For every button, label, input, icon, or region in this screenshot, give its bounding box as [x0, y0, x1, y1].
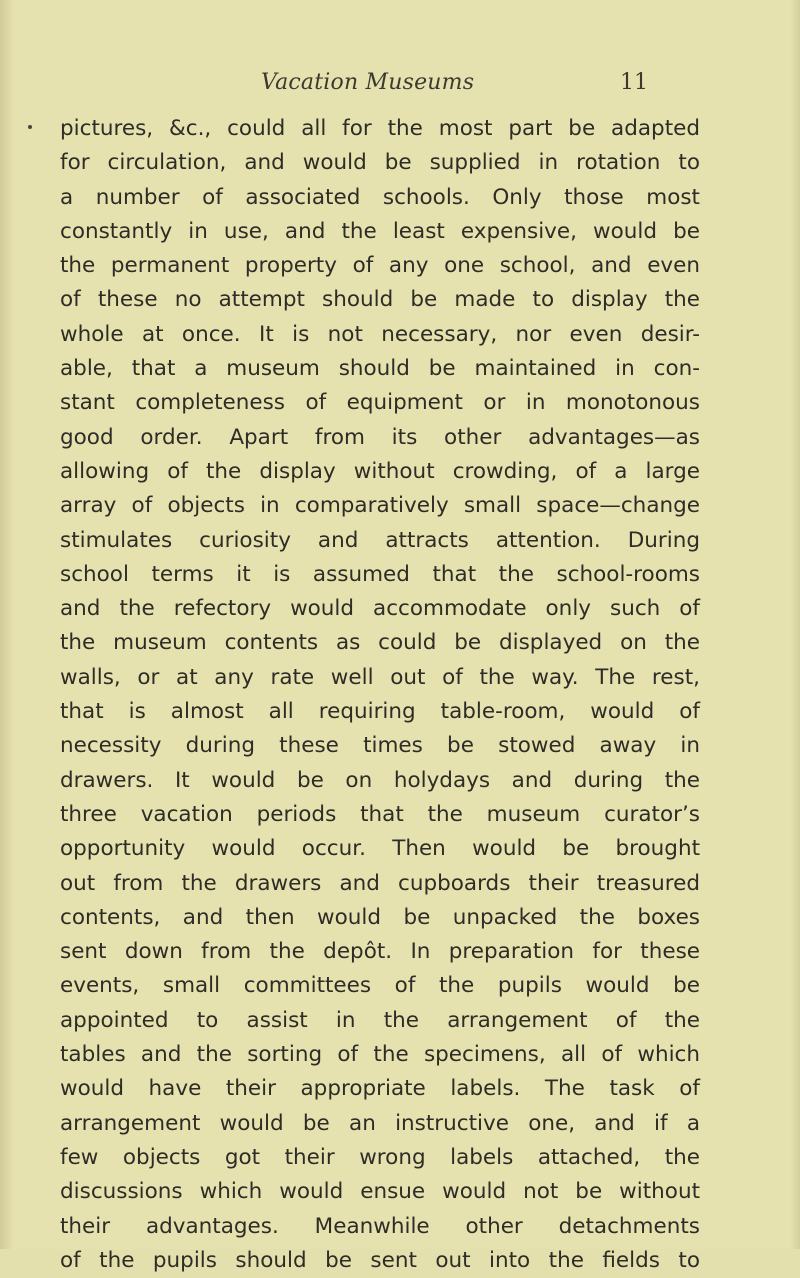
text-line: of the pupils should be sent out into the fields to	[60, 1247, 700, 1273]
text-line: whole at once. It is not necessary, nor even desir-	[60, 321, 700, 347]
text-line: able, that a museum should be maintained in con-	[60, 356, 700, 382]
text-line: tables and the sorting of the specimens, all of which	[60, 1042, 700, 1068]
text-line: good order. Apart from its other advantages—as	[60, 424, 700, 450]
text-line: three vacation periods that the museum curator’s	[60, 801, 700, 827]
text-line: necessity during these times be stowed away in	[60, 733, 700, 759]
text-line: few objects got their wrong labels attached, the	[60, 1144, 700, 1170]
text-line: a number of associated schools. Only those most	[60, 184, 700, 210]
text-line: walls, or at any rate well out of the way. The rest,	[60, 664, 700, 690]
body-text	[60, 112, 700, 1278]
text-line: contents, and then would be unpacked the boxes	[60, 904, 700, 930]
text-line: opportunity would occur. Then would be brought	[60, 836, 700, 862]
text-line: allowing of the display without crowding, of a large	[60, 458, 700, 484]
text-line: constantly in use, and the least expensive, would be	[60, 218, 700, 244]
text-line: and the refectory would accommodate only such of	[60, 596, 700, 622]
text-line: would have their appropriate labels. The task of	[60, 1076, 700, 1102]
text-line: events, small committees of the pupils would be	[60, 973, 700, 999]
text-line: out from the drawers and cupboards their treasured	[60, 870, 700, 896]
text-line: their advantages. Meanwhile other detachments	[60, 1213, 700, 1239]
text-line: that is almost all requiring table-room, would of	[60, 699, 700, 725]
text-line: appointed to assist in the arrangement of the	[60, 1007, 700, 1033]
text-line: school terms it is assumed that the school-rooms	[60, 561, 700, 587]
text-line: drawers. It would be on holydays and during the	[60, 767, 700, 793]
text-line: arrangement would be an instructive one, and if a	[60, 1110, 700, 1136]
text-line: for circulation, and would be supplied in rotation to	[60, 150, 700, 176]
text-line: array of objects in comparatively small space—change	[60, 493, 700, 519]
text-line: the permanent property of any one school, and even	[60, 253, 700, 279]
page-number: 11	[620, 70, 648, 95]
running-title: Vacation Museums	[261, 70, 475, 95]
text-line: stimulates curiosity and attracts attention. During	[60, 527, 700, 553]
text-line: of these no attempt should be made to display the	[60, 287, 700, 313]
text-line: the museum contents as could be displayed on the	[60, 630, 700, 656]
text-line: pictures, &c., could all for the most part be adapted	[60, 116, 700, 141]
text-line: discussions which would ensue would not be without	[60, 1179, 700, 1205]
running-head	[0, 70, 800, 110]
text-line: stant completeness of equipment or in monotonous	[60, 390, 700, 416]
margin-mark	[28, 125, 32, 129]
text-line: sent down from the depôt. In preparation for these	[60, 939, 700, 965]
